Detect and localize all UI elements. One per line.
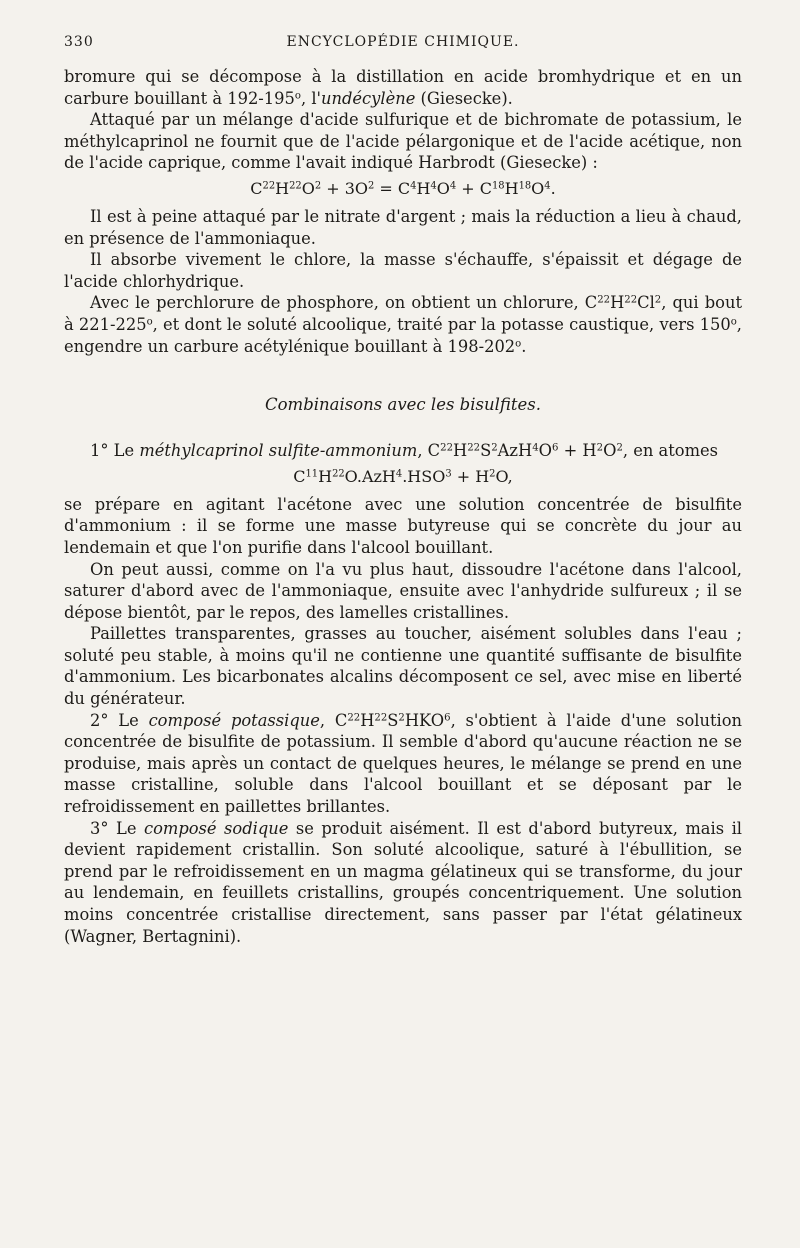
paragraph-paillettes: Paillettes transparentes, grasses au toucher, aisément solubles dans l'eau ; soluté peu stable, à moins qu'il ne contienne une quantité suffisante de bisulfite d'ammonium. Les bicarbonates alcalins décomposent ce sel, avec mise en liberté du générateur. [64,624,742,709]
running-title: ENCYCLOPÉDIE CHIMIQUE. [286,34,520,50]
paragraph-preparation: se prépare en agitant l'acétone avec une solution concentrée de bisulfite d'ammonium : il se forme une masse butyreuse qui se concrète du jour au lendemain et que l'on purifie dans l'alcool bouillant. [64,494,742,557]
paragraph-nitrate: Il est à peine attaqué par le nitrate d'argent ; mais la réduction a lieu à chaud, en présence de l'ammoniaque. [64,206,742,248]
section-title: Combinaisons avec les bisulfites. [264,395,541,415]
equation-oxidation: $C^{22}H^{22}O^2 + 3O^2 = C^4H^4O^4 + C^{18}H^{18}O^4$. [250,178,556,198]
equation-atomic: $C^{11}H^{22}O.AzH^4.HSO^3 + H^2O$, [293,466,513,486]
term-compose-sodique: composé sodique [143,818,289,838]
page-number: 330 [64,34,94,50]
paragraph-attaque: Attaqué par un mélange d'acide sulfurique et de bichromate de potassium, le méthylcaprinol ne fournit que de l'acide pélargonique et de l'acide acétique, non de l'acide caprique, comme l'avait indiqué Harbrodt (Giesecke) : [64,110,742,173]
term-undecylene: undécylène [321,88,416,108]
paragraph-sulfite-ammonium: 1° Le méthylcaprinol sulfite-ammonium, $C^{22}H^{22}S^2AzH^4O^6 + H^2O^2$, en atomes [90,441,719,461]
term-sulfite-ammonium: méthylcaprinol sulfite-ammonium [139,441,418,461]
paragraph-bromure: bromure qui se décompose à la distillation en acide bromhydrique et en un carbure bouillant à 192-195$^o$, l'undécylène (Giesecke). [64,67,742,108]
paragraph-compose-potassique: 2° Le composé potassique, $C^{22}H^{22}S^2HKO^6$, s'obtient à l'aide d'une solution concentrée de bisulfite de potassium. Il semble d'abord qu'aucune réaction ne se produise, mais après un contact de quelques heures, le mélange se prend en une masse cristalline, soluble dans l'alcool bouillant et se déposant par le refroidissement en paillettes brillantes. [64,710,743,817]
page-header [64,34,742,50]
paragraph-compose-sodique: 3° Le composé sodique se produit aisément. Il est d'abord butyreux, mais il devient rapidement cristallin. Son soluté alcoolique, saturé à l'ébullition, se prend par le refroidissement en un magma gélatineux qui se transforme, du jour au lendemain, en feuillets cristallins, groupés concentriquement. Une solution moins concentrée cristallise directement, sans passer par l'état gélatineux (Wagner, Bertagnini). [64,818,742,946]
paragraph-alcool: On peut aussi, comme on l'a vu plus haut, dissoudre l'acétone dans l'alcool, saturer d'abord avec de l'ammoniaque, ensuite avec l'anhydride sulfureux ; il se dépose bientôt, par le repos, des lamelles cristallines. [64,559,742,622]
paragraph-perchlorure: Avec le perchlorure de phosphore, on obtient un chlorure, $C^{22}H^{22}Cl^2$, qui bout à 221-225$^o$, et dont le soluté alcoolique, traité par la potasse caustique, vers 150$^o$, engendre un carbure acétylénique bouillant à 198-202$^o$. [64,293,742,356]
paragraph-chlore: Il absorbe vivement le chlore, la masse s'échauffe, s'épaissit et dégage de l'acide chlorhydrique. [64,250,742,291]
term-compose-potassique: composé potassique [148,710,320,730]
